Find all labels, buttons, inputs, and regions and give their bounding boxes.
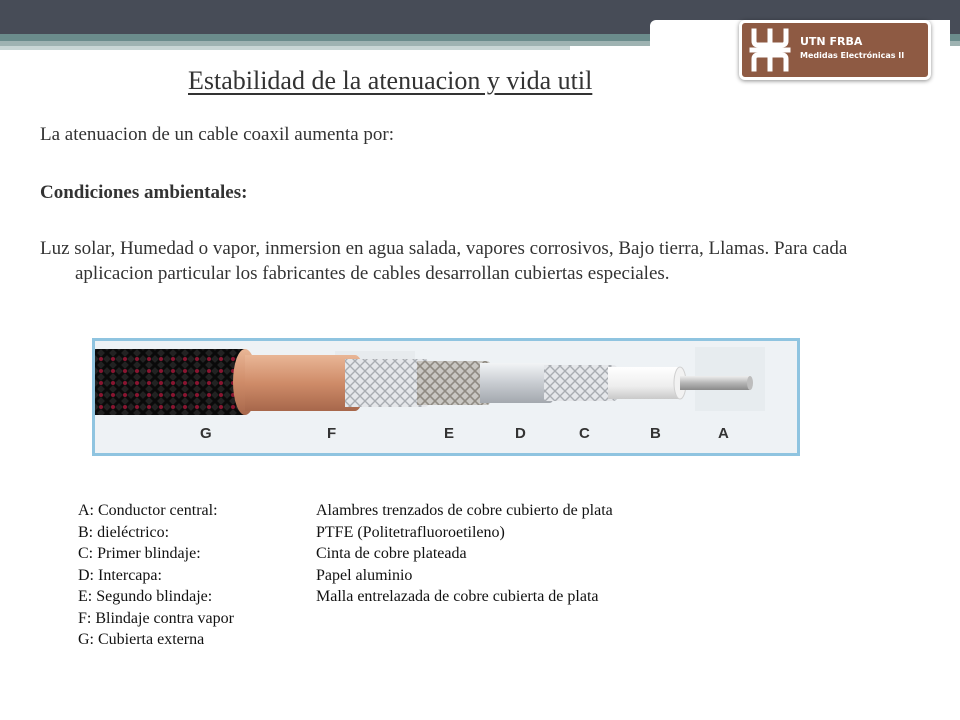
legend-value: Papel aluminio [316,566,413,584]
layer-f-vapor-shield [245,355,355,411]
layer-a-center-conductor [680,376,750,390]
coax-cable-diagram [92,338,800,456]
layer-b-dielectric [608,367,680,399]
legend-key: C: Primer blindaje: [78,545,201,562]
cable-label-d: D [515,425,526,442]
layer-d-intercapa [417,361,487,405]
legend-key: G: Cubierta externa [78,631,205,648]
utn-badge [739,20,931,80]
layer-c-tape [544,365,614,401]
layer-a-end [747,376,753,390]
legend-key: D: Intercapa: [78,566,162,584]
layer-e-second-shield [345,359,425,407]
legend-value: PTFE (Politetrafluoroetileno) [316,523,505,541]
utn-logo-icon [748,27,792,73]
section-heading: Condiciones ambientales: [40,182,248,203]
body-paragraph [40,236,910,286]
cable-label-e: E [444,425,455,442]
legend-value: Malla entrelazada de cobre cubierta de plata [316,588,599,605]
badge-subtitle: Medidas Electrónicas II [800,51,905,60]
cable-label-c: C [579,425,590,442]
legend-key: B: dieléctrico: [78,523,170,541]
cable-label-f: F [327,425,337,442]
intro-text: La atenuacion de un cable coaxil aumenta por: [40,124,394,145]
slide-title: Estabilidad de la atenuacion y vida util [188,66,593,95]
legend-key: A: Conductor central: [78,502,218,519]
legend-key: E: Segundo blindaje: [78,588,213,605]
cable-label-a: A [718,425,729,442]
legend-key: F: Blindaje contra vapor [78,609,234,627]
legend-value: Cinta de cobre plateada [316,545,467,562]
cable-label-g: G [200,425,212,442]
body-paragraph-text: Luz solar, Humedad o vapor, inmersion en agua salada, vapores corrosivos, Bajo tierra, Llamas. Para cada aplicacion particular los fabricantes de cables desarrollan cubiertas especiales. [40,238,848,284]
layer-g-outer-jacket [95,349,245,415]
badge-title: UTN FRBA [800,35,863,48]
cable-label-b: B [650,425,661,442]
layer-c-first-shield [480,363,550,403]
legend-value: Alambres trenzados de cobre cubierto de plata [316,502,613,519]
header-stripe-pale [0,46,570,50]
